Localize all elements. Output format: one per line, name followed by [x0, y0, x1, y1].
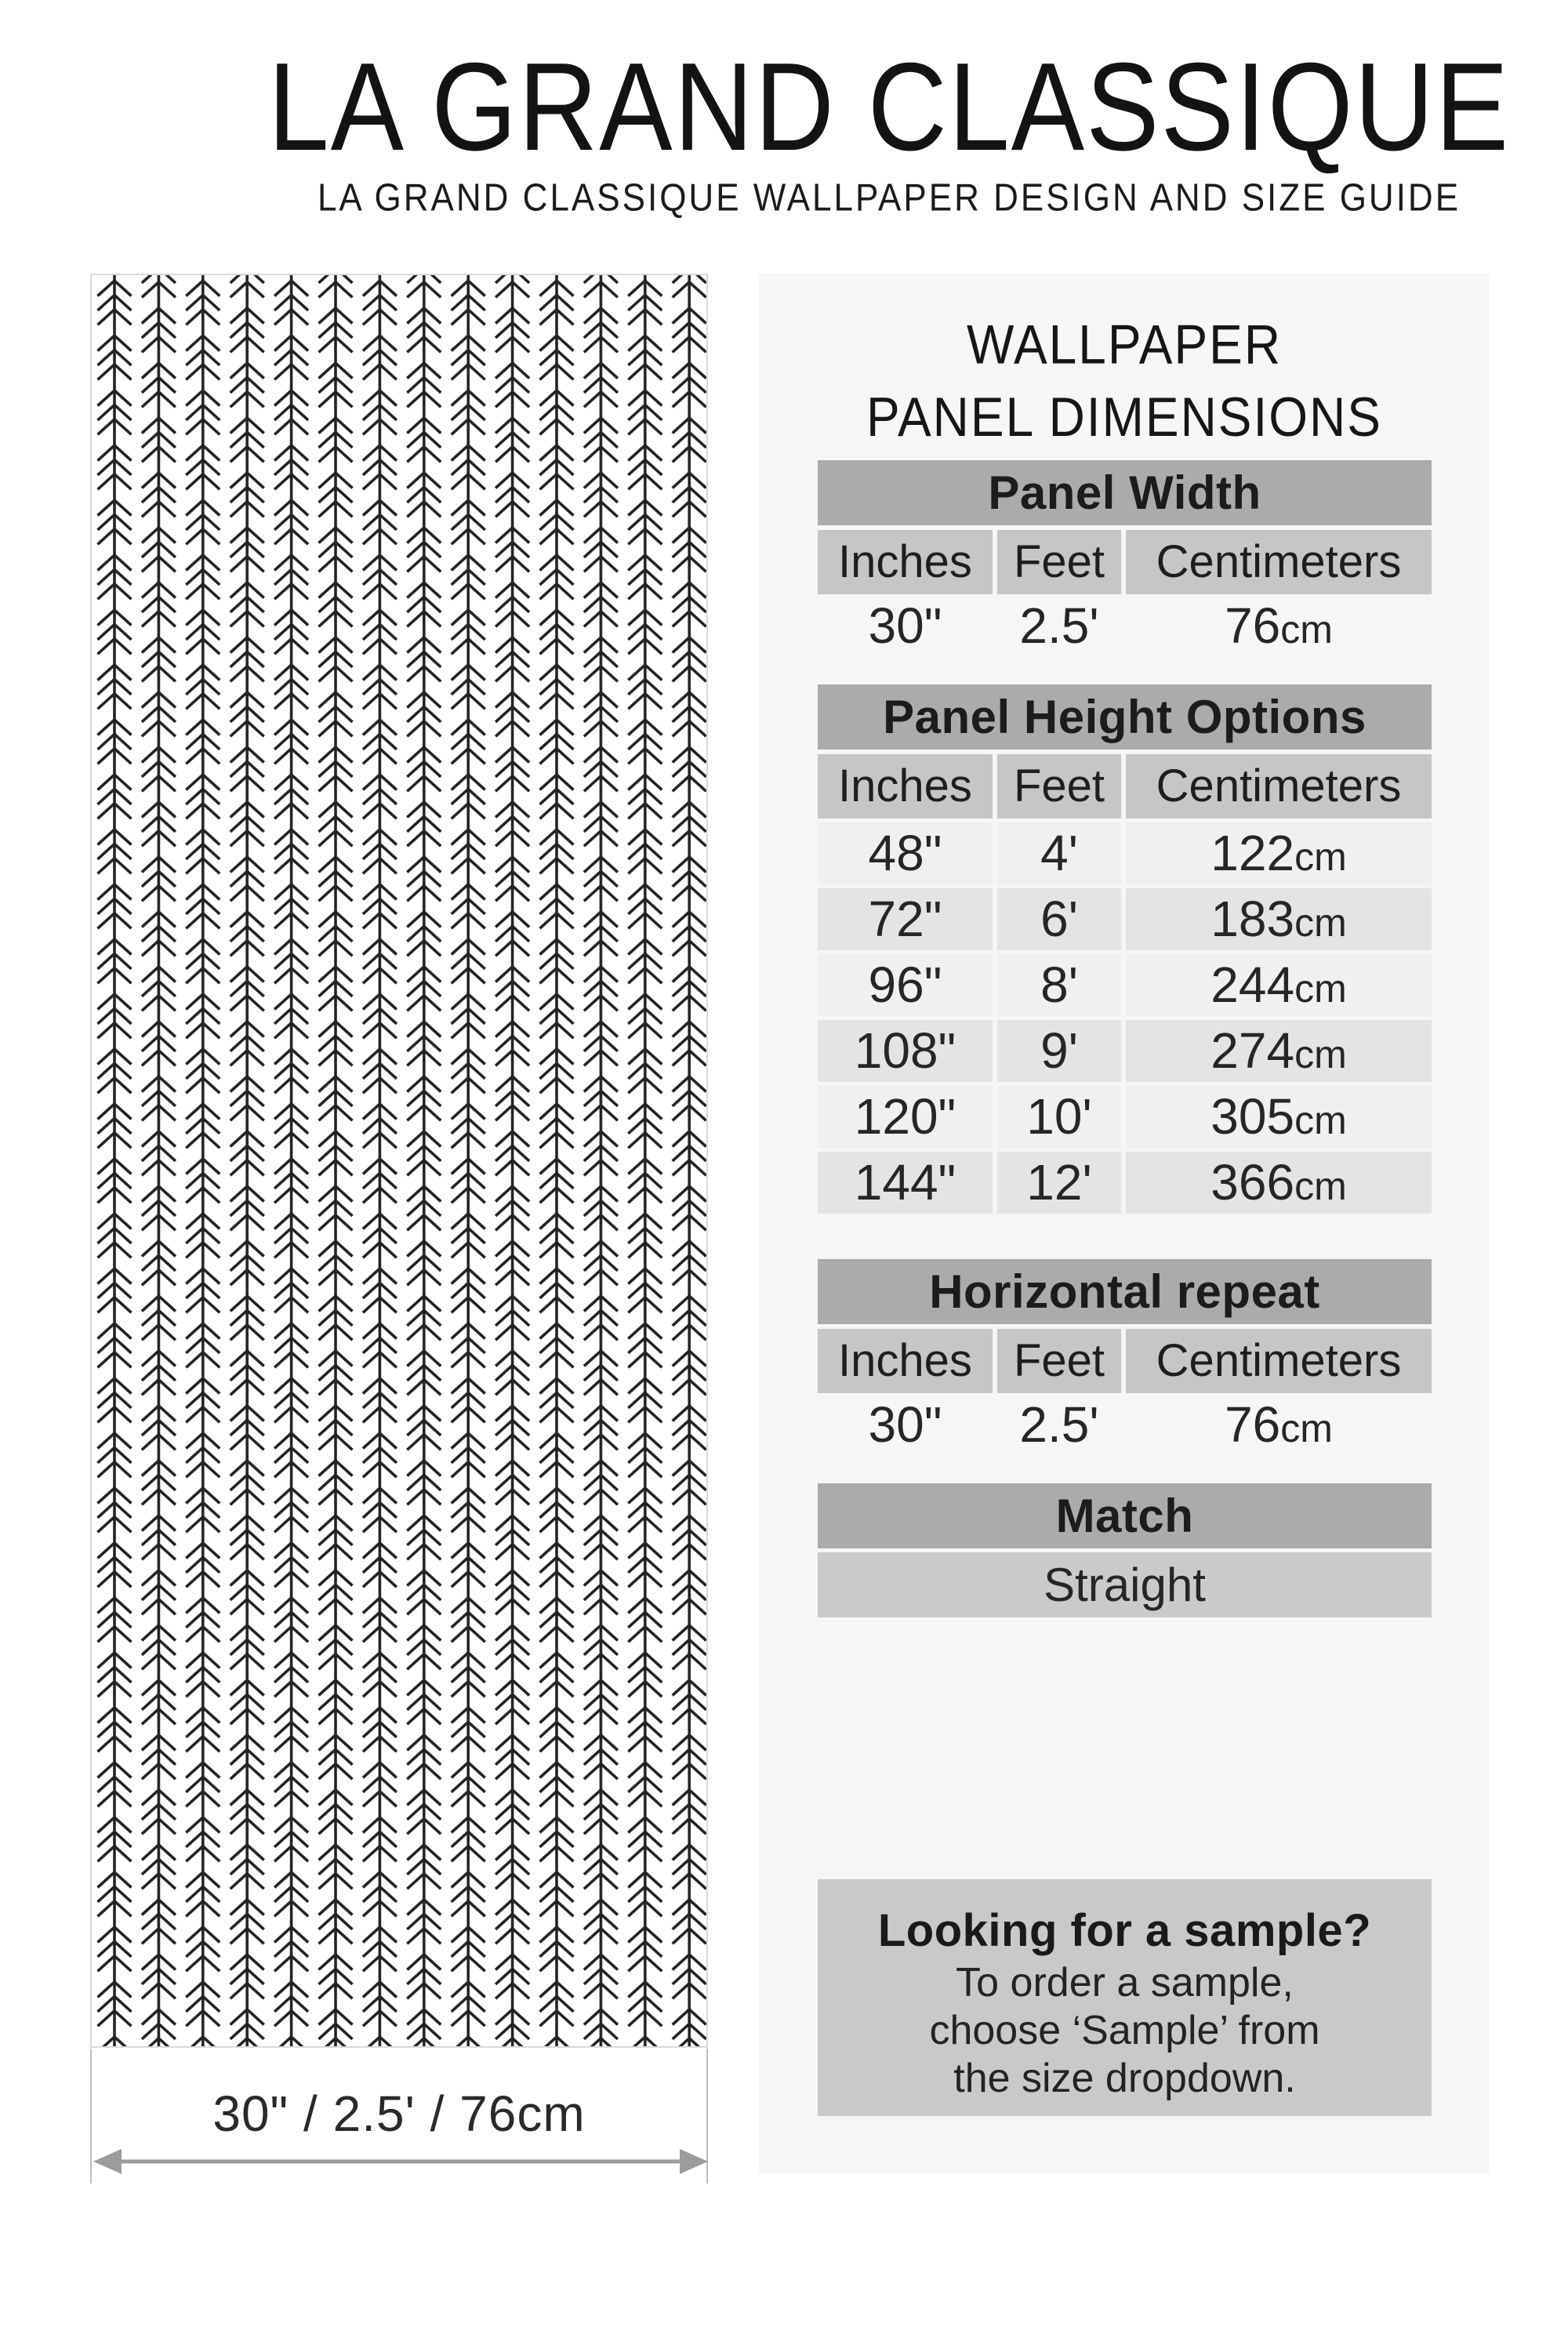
panel-width-table — [818, 460, 1432, 657]
horizontal-repeat-values-row — [818, 1393, 1432, 1456]
cm-unit: cm — [1280, 608, 1333, 652]
cm-value: 305 — [1210, 1088, 1295, 1145]
column-header-centimeters: Centimeters — [1126, 1329, 1432, 1393]
height-feet: 4' — [997, 822, 1121, 884]
horizontal-repeat-table — [818, 1259, 1432, 1456]
height-inches: 96" — [818, 954, 993, 1016]
panel-width-label: 30" / 2.5' / 76cm — [212, 2085, 586, 2142]
table-row — [818, 1020, 1432, 1082]
repeat-inches: 30" — [868, 1396, 942, 1453]
cm-value: 274 — [1210, 1022, 1295, 1079]
height-feet: 6' — [997, 888, 1121, 950]
match-table — [818, 1483, 1432, 1617]
sample-note-line: To order a sample, — [956, 1960, 1294, 2005]
cm-unit: cm — [1294, 967, 1347, 1011]
height-feet: 9' — [997, 1020, 1121, 1082]
column-header-feet: Feet — [997, 530, 1121, 594]
column-header-centimeters: Centimeters — [1126, 530, 1432, 594]
dimensions-panel — [759, 274, 1490, 2174]
cm-unit: cm — [1280, 1406, 1333, 1450]
cm-unit: cm — [1294, 835, 1347, 879]
sample-note-line: the size dropdown. — [953, 2056, 1296, 2101]
height-inches: 108" — [818, 1020, 993, 1082]
panel-width-feet: 2.5' — [1019, 597, 1099, 654]
height-feet: 8' — [997, 954, 1121, 1016]
table-row — [818, 1152, 1432, 1214]
panel-width-dimension — [90, 2049, 708, 2183]
column-header-feet: Feet — [997, 754, 1121, 818]
repeat-centimeters — [1126, 1393, 1432, 1456]
height-centimeters — [1126, 822, 1432, 884]
table-row — [818, 822, 1432, 884]
match-value: Straight — [818, 1552, 1432, 1617]
height-centimeters — [1126, 1020, 1432, 1082]
cm-value: 122 — [1210, 825, 1295, 881]
cm-value: 76 — [1225, 1396, 1281, 1453]
column-header-feet: Feet — [997, 1329, 1121, 1393]
brand-subtitle: LA GRAND CLASSIQUE WALLPAPER DESIGN AND SIZE GUIDE — [317, 176, 1461, 220]
panel-width-values-row — [818, 594, 1432, 657]
height-centimeters — [1126, 888, 1432, 950]
dimensions-panel-heading — [759, 308, 1490, 453]
match-title: Match — [818, 1483, 1432, 1548]
heading-line-1: WALLPAPER — [966, 313, 1283, 376]
sample-note-line: choose ‘Sample’ from — [929, 2008, 1320, 2053]
height-centimeters — [1126, 1086, 1432, 1148]
table-row — [818, 888, 1432, 950]
cm-value: 183 — [1210, 891, 1295, 947]
cm-value: 76 — [1225, 597, 1281, 654]
cm-unit: cm — [1294, 1033, 1347, 1076]
cm-value: 366 — [1210, 1154, 1295, 1210]
column-header-inches: Inches — [818, 754, 993, 818]
height-inches: 72" — [818, 888, 993, 950]
height-centimeters — [1126, 954, 1432, 1016]
column-header-inches: Inches — [818, 530, 993, 594]
cm-unit: cm — [1294, 1164, 1347, 1208]
horizontal-repeat-column-headers — [818, 1329, 1432, 1393]
sample-note-box — [818, 1879, 1432, 2116]
height-centimeters — [1126, 1152, 1432, 1214]
height-feet: 10' — [997, 1086, 1121, 1148]
cm-value: 244 — [1210, 956, 1295, 1013]
cm-unit: cm — [1294, 1098, 1347, 1142]
panel-width-centimeters — [1126, 594, 1432, 657]
wallpaper-panel-preview — [90, 274, 708, 2048]
height-inches: 144" — [818, 1152, 993, 1214]
height-inches: 48" — [818, 822, 993, 884]
chevron-pattern — [92, 275, 706, 2046]
brand-header — [0, 36, 1568, 220]
repeat-feet: 2.5' — [1019, 1396, 1099, 1453]
column-header-centimeters: Centimeters — [1126, 754, 1432, 818]
panel-width-inches: 30" — [868, 597, 942, 654]
brand-title: LA GRAND CLASSIQUE — [267, 36, 1511, 177]
table-row — [818, 954, 1432, 1016]
panel-height-table — [818, 684, 1432, 1214]
horizontal-repeat-title: Horizontal repeat — [818, 1259, 1432, 1324]
heading-line-2: PANEL DIMENSIONS — [866, 386, 1382, 448]
height-feet: 12' — [997, 1152, 1121, 1214]
panel-width-column-headers — [818, 530, 1432, 594]
width-dimension-arrow-icon — [93, 2147, 708, 2176]
height-inches: 120" — [818, 1086, 993, 1148]
panel-height-table-title: Panel Height Options — [818, 684, 1432, 750]
sample-note-title: Looking for a sample? — [877, 1905, 1372, 1956]
cm-unit: cm — [1294, 901, 1347, 945]
panel-width-table-title: Panel Width — [818, 460, 1432, 525]
column-header-inches: Inches — [818, 1329, 993, 1393]
panel-height-column-headers — [818, 754, 1432, 818]
table-row — [818, 1086, 1432, 1148]
